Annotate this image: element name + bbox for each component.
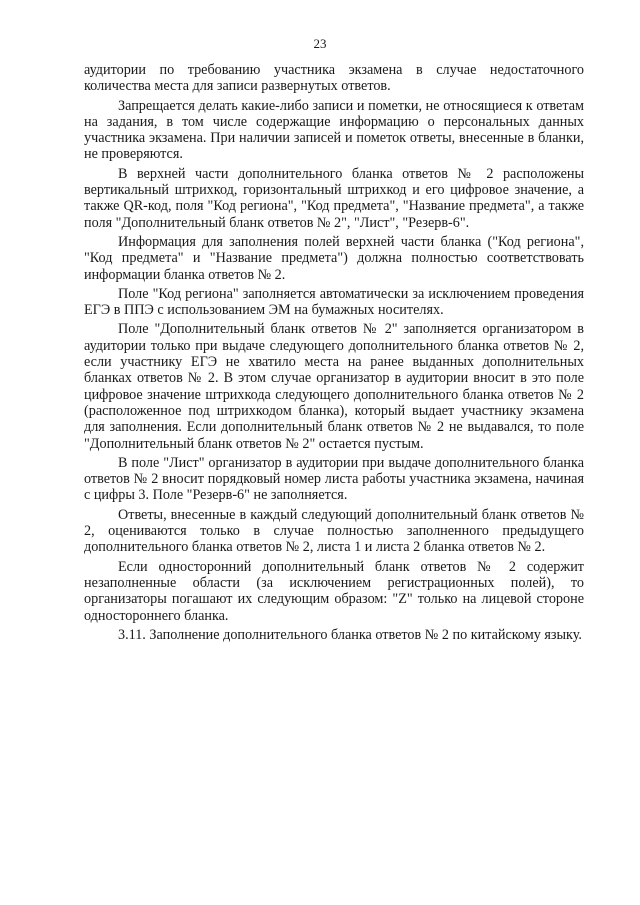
- page-number: 23: [313, 36, 327, 51]
- paragraph-sheet-field: В поле "Лист" организатор в аудитории при выдаче дополнительного бланка ответов № 2 вносит порядковый номер листа работы участника экзамена, начиная с цифры 3. Поле "Резерв-6" не заполняется.: [84, 454, 584, 504]
- paragraph-additional-form-field: Поле "Дополнительный бланк ответов № 2" заполняется организатором в аудитории только при выдаче следующего дополнительного бланка ответов № 2, если участнику ЕГЭ не хватило места на ранее выданных дополнительных бланках ответов № 2. В этом случае организатор в аудитории вносит в это поле цифровое значение штрихкода следующего дополнительного бланка ответов № 2 (расположенное под штрихкодом бланка), который выдает участнику экзамена для заполнения. Если дополнительный бланк ответов № 2 не выдавался, то поле "Дополнительный бланк ответов № 2" остается пустым.: [84, 321, 584, 452]
- paragraph-form-header-description: В верхней части дополнительного бланка ответов № 2 расположены вертикальный штрихкод, горизонтальный штрихкод и его цифровое значение, а также QR-код, поля "Код региона", "Код предмета", "Название предмета", а также поля "Дополнительный бланк ответов № 2", "Лист", "Резерв-6".: [84, 165, 584, 231]
- document-body: [84, 62, 584, 646]
- paragraph-continuation: аудитории по требованию участника экзамена в случае недостаточного количества места для записи развернутых ответов.: [84, 62, 584, 95]
- section-heading-3-11: 3.11. Заполнение дополнительного бланка ответов № 2 по китайскому языку.: [118, 626, 582, 643]
- paragraph-empty-areas: Если односторонний дополнительный бланк ответов № 2 содержит незаполненные области (за исключением регистрационных полей), то организаторы погашают их следующим образом: "Z" только на лицевой стороне одностороннего бланка.: [84, 558, 584, 624]
- paragraph-region-code: Поле "Код региона" заполняется автоматически за исключением проведения ЕГЭ в ППЭ с использованием ЭМ на бумажных носителях.: [84, 285, 584, 319]
- paragraph-header-fields-info: Информация для заполнения полей верхней части бланка ("Код региона", "Код предмета" и "Название предмета") должна полностью соответствовать информации бланка ответов № 2.: [84, 233, 584, 283]
- paragraph-prohibition: Запрещается делать какие-либо записи и пометки, не относящиеся к ответам на задания, в том числе содержащие информацию о персональных данных участника экзамена. При наличии записей и пометок ответы, внесенные в бланки, не проверяются.: [84, 97, 584, 163]
- paragraph-answers-evaluation: Ответы, внесенные в каждый следующий дополнительный бланк ответов № 2, оцениваются только в случае полностью заполненного предыдущего дополнительного бланка ответов № 2, листа 1 и листа 2 бланка ответов № 2.: [84, 506, 584, 556]
